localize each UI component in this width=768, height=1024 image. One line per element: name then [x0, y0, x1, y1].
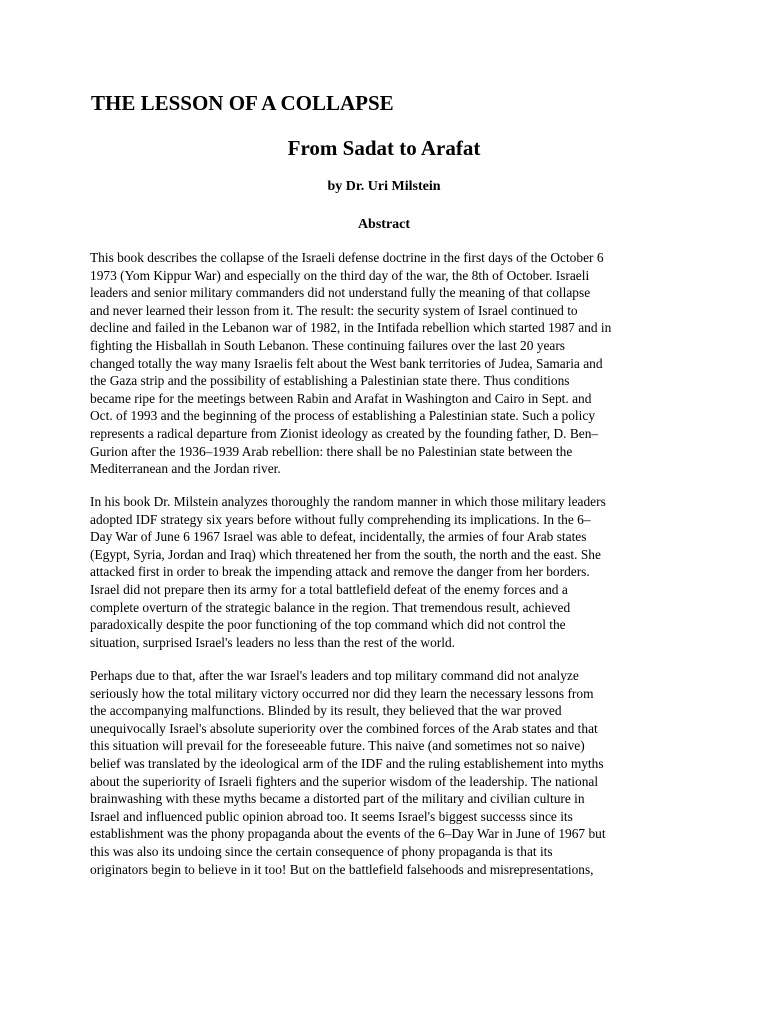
paragraph-2 — [90, 493, 690, 651]
paragraph-line: Perhaps due to that, after the war Israel's leaders and top military command did not analyze — [90, 668, 579, 683]
paragraph-line: establishment was the phony propaganda about the events of the 6–Day War in June of 1967 but — [90, 826, 606, 842]
paragraph-line: Mediterranean and the Jordan river. — [90, 461, 281, 477]
abstract-heading: Abstract — [357, 217, 411, 232]
paragraph-1 — [90, 249, 690, 478]
paragraph-line: Oct. of 1993 and the beginning of the process of establishing a Palestinian state. Such a policy — [90, 408, 596, 424]
paragraph-line: belief was translated by the ideological arm of the IDF and the ruling establishement into myths — [90, 755, 604, 771]
paragraph-line: In his book Dr. Milstein analyzes thoroughly the random manner in which those military leaders — [90, 494, 606, 509]
paragraph-line: Gurion after the 1936–1939 Arab rebellion: there shall be no Palestinian state between the — [90, 443, 573, 459]
paragraph-line: brainwashing with these myths became a distorted part of the military and civilian culture in — [90, 791, 585, 807]
paragraph-line: seriously how the total military victory occurred nor did they learn the necessary lessons from — [90, 685, 594, 701]
paragraph-line: Israel and influenced public opinion abroad too. It seems Israel's biggest successs since its — [90, 808, 573, 824]
paragraph-line: decline and failed in the Lebanon war of 1982, in the Intifada rebellion which started 1987 and in — [90, 320, 612, 336]
paragraph-line: about the superiority of Israeli fighters and the superior wisdom of the leadership. The national — [90, 773, 599, 789]
paragraph-line: paradoxically despite the poor functioning of the top command which did not control the — [90, 617, 566, 633]
paragraph-line: changed totally the way many Israelis felt about the West bank territories of Judea, Samaria and — [90, 355, 603, 371]
paragraph-line: Israel did not prepare then its army for a total battlefield defeat of the enemy forces and a — [90, 581, 568, 597]
document-subtitle: From Sadat to Arafat — [287, 136, 481, 160]
author-byline: by Dr. Uri Milstein — [327, 179, 441, 194]
paragraph-line: unequivocally Israel's absolute superiority over the combined forces of the Arab states and that — [90, 720, 598, 736]
paragraph-line: adopted IDF strategy six years before without fully comprehending its implications. In the 6– — [90, 511, 591, 527]
paragraph-line: the accompanying malfunctions. Blinded by its result, they believed that the war proved — [90, 703, 562, 719]
paragraph-line: this was also its undoing since the certain consequence of phony propaganda is that its — [90, 843, 553, 859]
paragraph-line: situation, surprised Israel's leaders no less than the rest of the world. — [90, 634, 455, 650]
paragraph-line: fighting the Hisballah in South Lebanon. These continuing failures over the last 20 years — [90, 337, 566, 353]
document-title: THE LESSON OF A COLLAPSE — [91, 91, 394, 115]
paragraph-line: the Gaza strip and the possibility of establishing a Palestinian state there. Thus conditions — [90, 373, 570, 389]
paragraph-line: became ripe for the meetings between Rabin and Arafat in Washington and Cairo in Sept. and — [90, 390, 592, 406]
paragraph-line: (Egypt, Syria, Jordan and Iraq) which threatened her from the south, the north and the east. She — [90, 546, 601, 562]
paragraph-line: originators begin to believe in it too! But on the battlefield falsehoods and misrepresentations, — [90, 861, 594, 877]
paragraph-line: Day War of June 6 1967 Israel was able to defeat, incidentally, the armies of four Arab states — [90, 529, 587, 545]
paragraph-line: 1973 (Yom Kippur War) and especially on the third day of the war, the 8th of October. Israeli — [90, 267, 590, 283]
paragraph-line: complete overturn of the strategic balance in the region. That tremendous result, achieved — [90, 599, 571, 615]
paragraph-line: This book describes the collapse of the Israeli defense doctrine in the first days of the October 6 — [90, 250, 604, 265]
paragraph-line: leaders and senior military commanders did not understand fully the meaning of that collapse — [90, 285, 591, 301]
paragraph-3 — [90, 667, 690, 878]
paragraph-line: represents a radical departure from Zionist ideology as created by the founding father, D. Ben– — [90, 425, 599, 441]
paragraph-line: attacked first in order to break the impending attack and remove the danger from her borders. — [90, 564, 590, 580]
paragraph-line: this situation will prevail for the foreseeable future. This naive (and sometimes not so naive) — [90, 738, 585, 754]
paragraph-line: and never learned their lesson from it. The result: the security system of Israel continued to — [90, 302, 578, 318]
